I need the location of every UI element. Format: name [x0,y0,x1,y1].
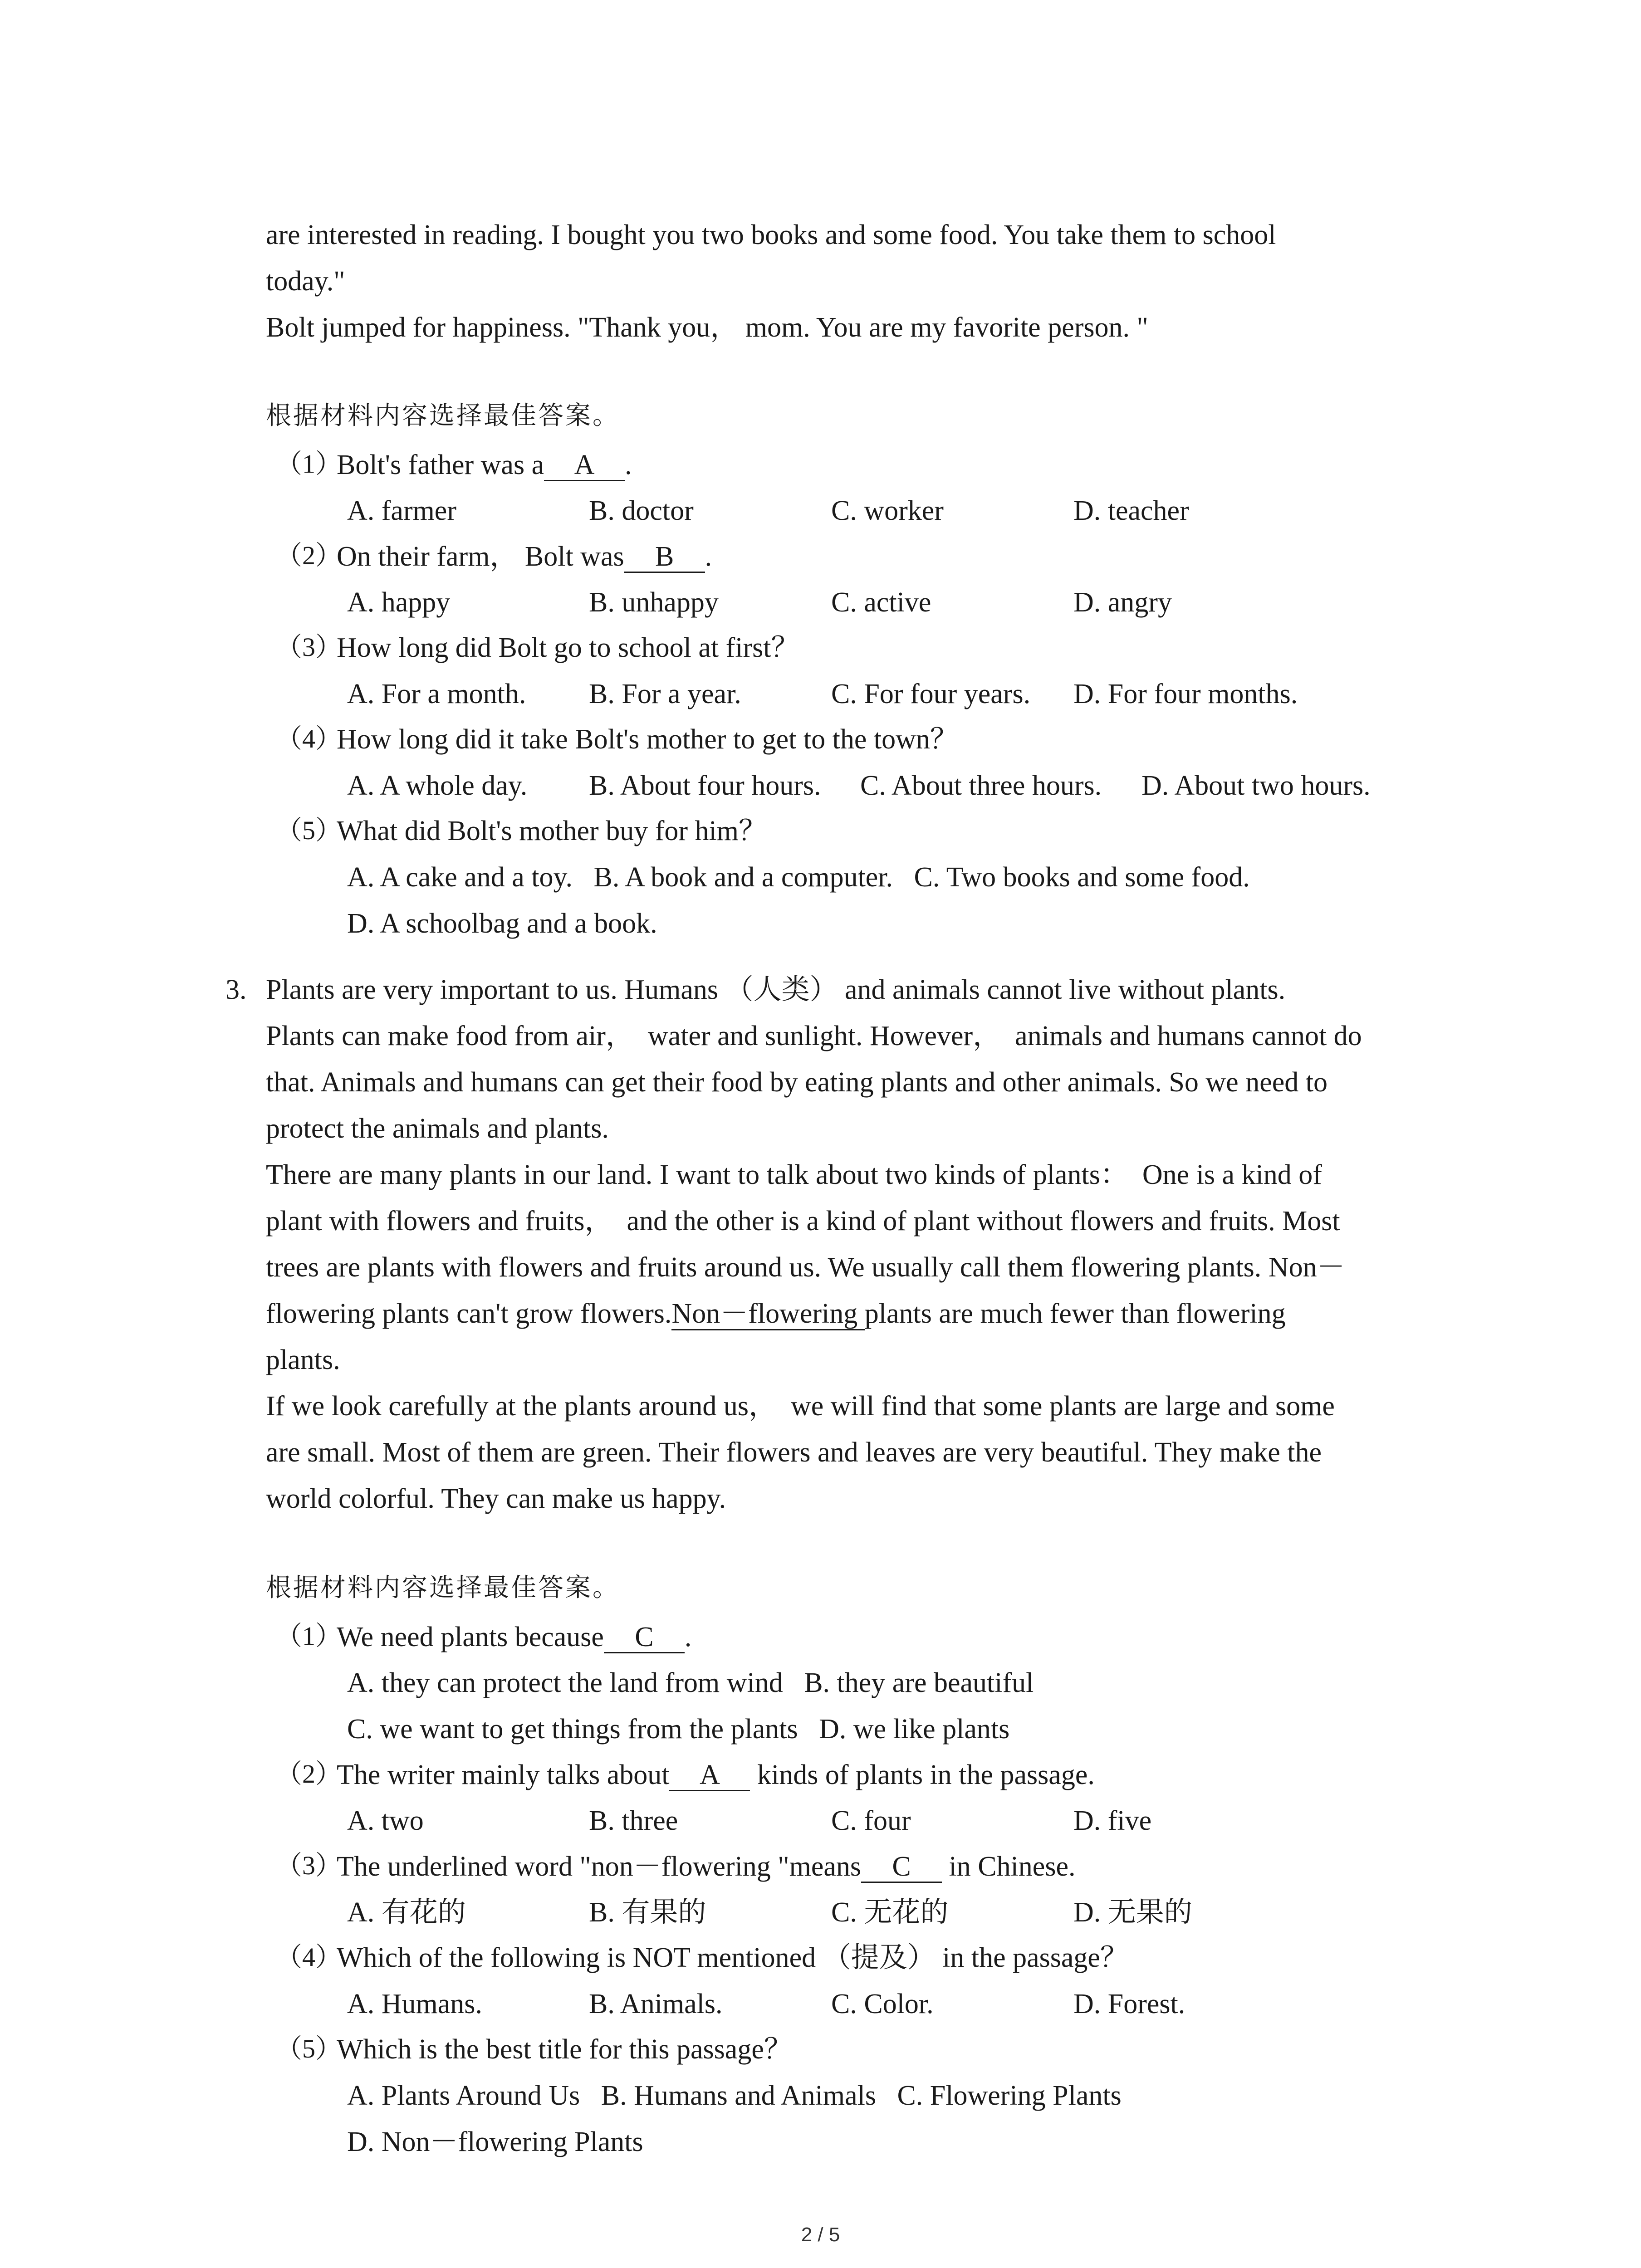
passage-line: that. Animals and humans can get their food by eating plants and other animals. So we need to [266,1067,1327,1098]
passage-line: plants. [266,1344,340,1375]
passage-line: flowering plants can't grow flowers.Non－flowering plants are much fewer than flowering [266,1300,1286,1328]
option: A. happy [347,587,451,618]
passage-line: There are many plants in our land. I want to talk about two kinds of plants： One is a kind of [266,1159,1322,1190]
option: C. For four years. [831,679,1031,709]
option: B. 有果的 [589,1897,706,1928]
option: C. active [831,587,931,618]
question-group-number: 3. [225,974,247,1005]
option: D. Forest. [1073,1989,1185,2019]
question-text: How long did it take Bolt's mother to get to the town？ [337,724,958,755]
option: A. farmer [347,495,456,526]
option-line: D. A schoolbag and a book. [347,908,657,939]
question-number: （4） [276,1942,342,1972]
option: B. doctor [589,495,694,526]
answer-blank: C [604,1623,685,1653]
option: B. three [589,1805,678,1836]
question-text: The underlined word "non－flowering "means C in Chinese. [337,1852,1075,1883]
option-line: A. A cake and a toy. B. A book and a computer. C. Two books and some food. [347,862,1250,893]
option: A. For a month. [347,679,526,709]
page-number: 2 / 5 [801,2224,840,2246]
instruction: 根据材料内容选择最佳答案。 [266,401,620,430]
question-text: Which is the best title for this passage？ [337,2034,792,2065]
passage-line: are small. Most of them are green. Their flowers and leaves are very beautiful. They make the [266,1437,1322,1468]
option-line: A. Plants Around Us B. Humans and Animals C. Flowering Plants [347,2080,1122,2111]
option: B. For a year. [589,679,741,709]
question-number: （1） [276,1621,342,1651]
option: D. teacher [1073,495,1189,526]
option: A. 有花的 [347,1897,466,1928]
question-text: How long did Bolt go to school at first？ [337,632,799,663]
option-line: A. they can protect the land from wind B. they are beautiful [347,1667,1034,1698]
question-number: （5） [276,2034,342,2063]
option: C. worker [831,495,944,526]
question-number: （5） [276,816,342,845]
question-number: （2） [276,541,342,570]
passage-line: plant with flowers and fruits， and the other is a kind of plant without flowers and fruits. Most [266,1206,1340,1237]
option: D. angry [1073,587,1172,618]
option: B. Animals. [589,1989,723,2019]
question-number: （4） [276,724,342,753]
answer-blank: B [624,542,705,573]
question-text: Which of the following is NOT mentioned （提及） in the passage？ [337,1942,1128,1973]
answer-blank: C [861,1852,942,1883]
answer-blank: A [544,450,625,481]
question-number: （1） [276,449,342,479]
question-text: Bolt's father was a A . [337,450,632,481]
option-line: D. Non－flowering Plants [347,2126,643,2157]
question-number: （2） [276,1759,342,1789]
passage-line: Plants are very important to us. Humans （人类） and animals cannot live without plants. [266,974,1286,1005]
option-line: C. we want to get things from the plants D. we like plants [347,1714,1010,1745]
question-number: （3） [276,632,342,662]
passage-line: Bolt jumped for happiness. "Thank you， mom. You are my favorite person. " [266,312,1148,343]
underlined-word: Non－flowering [671,1298,864,1330]
option: C. About three hours. [860,770,1102,801]
question-text: What did Bolt's mother buy for him？ [337,816,767,846]
option: D. five [1073,1805,1152,1836]
question-text: The writer mainly talks about A kinds of plants in the passage. [337,1760,1095,1791]
option: A. A whole day. [347,770,528,801]
option: D. For four months. [1073,679,1298,709]
passage-line: are interested in reading. I bought you two books and some food. You take them to school [266,220,1276,250]
instruction: 根据材料内容选择最佳答案。 [266,1573,620,1603]
option: D. 无果的 [1073,1897,1192,1928]
option: A. two [347,1805,424,1836]
option: C. Color. [831,1989,934,2019]
question-text: We need plants because C . [337,1623,691,1653]
option: A. Humans. [347,1989,482,2019]
option: B. About four hours. [589,770,821,801]
question-number: （3） [276,1851,342,1880]
answer-blank: A [669,1760,750,1791]
passage-line: world colorful. They can make us happy. [266,1483,726,1514]
passage-line: today." [266,266,345,297]
passage-line: Plants can make food from air， water and sunlight. However， animals and humans cannot do [266,1021,1362,1051]
passage-line: If we look carefully at the plants around us， we will find that some plants are large and some [266,1391,1335,1422]
option: D. About two hours. [1141,770,1371,801]
passage-line: trees are plants with flowers and fruits around us. We usually call them flowering plants. Non－ [266,1252,1345,1283]
question-text: On their farm， Bolt was B . [337,542,712,573]
option: C. 无花的 [831,1897,949,1928]
option: C. four [831,1805,911,1836]
passage-line: protect the animals and plants. [266,1113,609,1144]
option: B. unhappy [589,587,719,618]
